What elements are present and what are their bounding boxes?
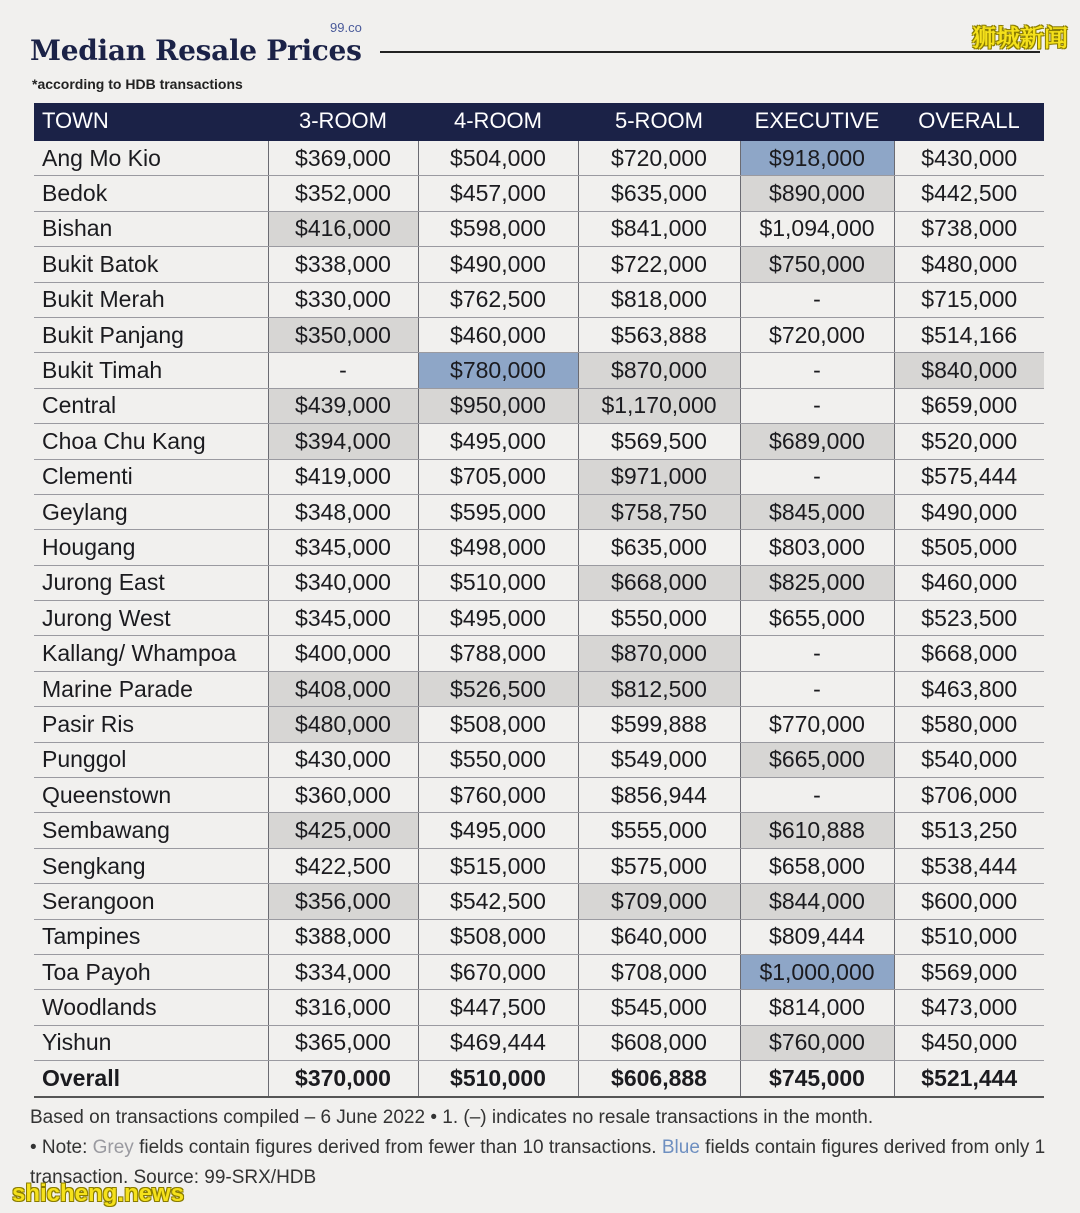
price-cell: $473,000 bbox=[894, 990, 1044, 1025]
price-cell: $330,000 bbox=[268, 282, 418, 317]
table-row bbox=[34, 353, 1044, 388]
price-cell: $738,000 bbox=[894, 211, 1044, 246]
price-cell: $575,000 bbox=[578, 848, 740, 883]
town-name-cell: Yishun bbox=[34, 1025, 268, 1060]
watermark-bottom-left: shicheng.news bbox=[12, 1180, 185, 1207]
column-header-4-room: 4-ROOM bbox=[418, 103, 578, 140]
price-cell: $569,000 bbox=[894, 954, 1044, 989]
town-name-cell: Bukit Merah bbox=[34, 282, 268, 317]
price-cell: $388,000 bbox=[268, 919, 418, 954]
price-cell: $340,000 bbox=[268, 565, 418, 600]
price-cell: $870,000 bbox=[578, 353, 740, 388]
price-cell: $463,800 bbox=[894, 671, 1044, 706]
overall-price-cell: $521,444 bbox=[894, 1061, 1044, 1097]
price-cell: $720,000 bbox=[740, 317, 894, 352]
table-header-row bbox=[34, 103, 1044, 140]
price-cell: $709,000 bbox=[578, 884, 740, 919]
town-name-cell: Queenstown bbox=[34, 778, 268, 813]
price-cell: $540,000 bbox=[894, 742, 1044, 777]
footer-grey-word: Grey bbox=[92, 1137, 134, 1158]
table-row bbox=[34, 530, 1044, 565]
price-cell: $549,000 bbox=[578, 742, 740, 777]
column-header-5-room: 5-ROOM bbox=[578, 103, 740, 140]
town-name-cell: Serangoon bbox=[34, 884, 268, 919]
price-cell: $635,000 bbox=[578, 530, 740, 565]
price-cell: $580,000 bbox=[894, 707, 1044, 742]
town-name-cell: Bishan bbox=[34, 211, 268, 246]
price-cell: $550,000 bbox=[418, 742, 578, 777]
table-row bbox=[34, 742, 1044, 777]
price-cell: $635,000 bbox=[578, 176, 740, 211]
price-cell: $520,000 bbox=[894, 424, 1044, 459]
price-cell: $818,000 bbox=[578, 282, 740, 317]
price-cell: $668,000 bbox=[894, 636, 1044, 671]
price-cell: $598,000 bbox=[418, 211, 578, 246]
price-cell: $840,000 bbox=[894, 353, 1044, 388]
price-cell: $480,000 bbox=[894, 247, 1044, 282]
town-name-cell: Woodlands bbox=[34, 990, 268, 1025]
price-cell: $394,000 bbox=[268, 424, 418, 459]
footer-notes bbox=[30, 1103, 1060, 1193]
column-header-town: TOWN bbox=[34, 103, 268, 140]
price-cell: $430,000 bbox=[268, 742, 418, 777]
price-cell: $416,000 bbox=[268, 211, 418, 246]
price-cell: $1,170,000 bbox=[578, 388, 740, 423]
price-cell: $505,000 bbox=[894, 530, 1044, 565]
price-cell: $469,444 bbox=[418, 1025, 578, 1060]
town-name-cell: Sengkang bbox=[34, 848, 268, 883]
price-cell: $365,000 bbox=[268, 1025, 418, 1060]
town-name-cell: Sembawang bbox=[34, 813, 268, 848]
column-header-overall: OVERALL bbox=[894, 103, 1044, 140]
price-cell: - bbox=[268, 353, 418, 388]
price-cell: $720,000 bbox=[578, 140, 740, 176]
footer-blue-word: Blue bbox=[661, 1137, 700, 1158]
price-cell: $545,000 bbox=[578, 990, 740, 1025]
price-cell: $450,000 bbox=[894, 1025, 1044, 1060]
price-cell: $668,000 bbox=[578, 565, 740, 600]
price-cell: $495,000 bbox=[418, 813, 578, 848]
table-row bbox=[34, 636, 1044, 671]
price-cell: $508,000 bbox=[418, 919, 578, 954]
price-cell: $316,000 bbox=[268, 990, 418, 1025]
price-cell: $665,000 bbox=[740, 742, 894, 777]
price-cell: $762,500 bbox=[418, 282, 578, 317]
price-cell: $803,000 bbox=[740, 530, 894, 565]
price-cell: $408,000 bbox=[268, 671, 418, 706]
price-cell: $856,944 bbox=[578, 778, 740, 813]
header bbox=[30, 18, 1050, 98]
price-cell: $705,000 bbox=[418, 459, 578, 494]
price-cell: $1,094,000 bbox=[740, 211, 894, 246]
overall-price-cell: $606,888 bbox=[578, 1061, 740, 1097]
town-name-cell: Ang Mo Kio bbox=[34, 140, 268, 176]
price-cell: $658,000 bbox=[740, 848, 894, 883]
town-name-cell: Pasir Ris bbox=[34, 707, 268, 742]
price-cell: $814,000 bbox=[740, 990, 894, 1025]
price-cell: $655,000 bbox=[740, 601, 894, 636]
price-cell: $514,166 bbox=[894, 317, 1044, 352]
table-row bbox=[34, 176, 1044, 211]
table-row bbox=[34, 1025, 1044, 1060]
price-cell: $400,000 bbox=[268, 636, 418, 671]
price-cell: $845,000 bbox=[740, 494, 894, 529]
town-name-cell: Bukit Batok bbox=[34, 247, 268, 282]
price-cell: $513,250 bbox=[894, 813, 1044, 848]
table-row bbox=[34, 954, 1044, 989]
price-cell: $689,000 bbox=[740, 424, 894, 459]
table-row bbox=[34, 317, 1044, 352]
town-name-cell: Central bbox=[34, 388, 268, 423]
table-row bbox=[34, 247, 1044, 282]
price-cell: $360,000 bbox=[268, 778, 418, 813]
price-cell: $722,000 bbox=[578, 247, 740, 282]
table-row bbox=[34, 388, 1044, 423]
town-name-cell: Jurong East bbox=[34, 565, 268, 600]
price-cell: - bbox=[740, 671, 894, 706]
price-cell: $971,000 bbox=[578, 459, 740, 494]
price-cell: $780,000 bbox=[418, 353, 578, 388]
table-row bbox=[34, 494, 1044, 529]
price-cell: $504,000 bbox=[418, 140, 578, 176]
price-cell: $841,000 bbox=[578, 211, 740, 246]
town-name-cell: Tampines bbox=[34, 919, 268, 954]
price-cell: $430,000 bbox=[894, 140, 1044, 176]
table-row bbox=[34, 459, 1044, 494]
price-cell: $825,000 bbox=[740, 565, 894, 600]
town-name-cell: Jurong West bbox=[34, 601, 268, 636]
price-cell: $480,000 bbox=[268, 707, 418, 742]
town-name-cell: Bedok bbox=[34, 176, 268, 211]
town-name-cell: Toa Payoh bbox=[34, 954, 268, 989]
price-cell: $1,000,000 bbox=[740, 954, 894, 989]
footer-note-c: fields contain figures derived from only 1 transaction. Source: 99-SRX/HDB bbox=[30, 1137, 1046, 1188]
overall-row bbox=[34, 1061, 1044, 1097]
table-row bbox=[34, 919, 1044, 954]
price-cell: $608,000 bbox=[578, 1025, 740, 1060]
table-row bbox=[34, 671, 1044, 706]
price-cell: - bbox=[740, 282, 894, 317]
column-header-executive: EXECUTIVE bbox=[740, 103, 894, 140]
overall-price-cell: $510,000 bbox=[418, 1061, 578, 1097]
price-cell: $510,000 bbox=[418, 565, 578, 600]
price-cell: $350,000 bbox=[268, 317, 418, 352]
price-cell: $595,000 bbox=[418, 494, 578, 529]
price-cell: $890,000 bbox=[740, 176, 894, 211]
town-name-cell: Hougang bbox=[34, 530, 268, 565]
price-cell: $812,500 bbox=[578, 671, 740, 706]
price-cell: $950,000 bbox=[418, 388, 578, 423]
price-cell: $356,000 bbox=[268, 884, 418, 919]
footer-note-b: fields contain figures derived from fewer than 10 transactions. bbox=[133, 1137, 662, 1158]
price-cell: $495,000 bbox=[418, 601, 578, 636]
price-cell: $563,888 bbox=[578, 317, 740, 352]
price-cell: $422,500 bbox=[268, 848, 418, 883]
town-name-cell: Bukit Panjang bbox=[34, 317, 268, 352]
column-header-3-room: 3-ROOM bbox=[268, 103, 418, 140]
town-name-cell: Bukit Timah bbox=[34, 353, 268, 388]
price-cell: $844,000 bbox=[740, 884, 894, 919]
price-cell: $758,750 bbox=[578, 494, 740, 529]
price-cell: - bbox=[740, 459, 894, 494]
table-row bbox=[34, 990, 1044, 1025]
footer-compiled-note: Based on transactions compiled – 6 June 2022 • 1. (–) indicates no resale transactions in the month. bbox=[30, 1107, 874, 1128]
price-cell: $809,444 bbox=[740, 919, 894, 954]
watermark-top-right: 狮城新闻 bbox=[972, 25, 1068, 52]
price-cell: $523,500 bbox=[894, 601, 1044, 636]
price-cell: $788,000 bbox=[418, 636, 578, 671]
price-cell: $345,000 bbox=[268, 530, 418, 565]
price-cell: $490,000 bbox=[418, 247, 578, 282]
price-cell: $918,000 bbox=[740, 140, 894, 176]
table-row bbox=[34, 778, 1044, 813]
price-cell: $348,000 bbox=[268, 494, 418, 529]
page-title: Median Resale Prices bbox=[30, 34, 362, 67]
price-cell: $640,000 bbox=[578, 919, 740, 954]
table-row bbox=[34, 601, 1044, 636]
price-cell: $498,000 bbox=[418, 530, 578, 565]
price-cell: $575,444 bbox=[894, 459, 1044, 494]
price-cell: - bbox=[740, 353, 894, 388]
price-cell: - bbox=[740, 388, 894, 423]
price-cell: $538,444 bbox=[894, 848, 1044, 883]
title-rule bbox=[380, 51, 1040, 53]
table-row bbox=[34, 282, 1044, 317]
town-name-cell: Choa Chu Kang bbox=[34, 424, 268, 459]
price-cell: $369,000 bbox=[268, 140, 418, 176]
price-cell: - bbox=[740, 778, 894, 813]
price-cell: $338,000 bbox=[268, 247, 418, 282]
price-cell: $334,000 bbox=[268, 954, 418, 989]
table-row bbox=[34, 211, 1044, 246]
price-cell: $569,500 bbox=[578, 424, 740, 459]
price-cell: $460,000 bbox=[418, 317, 578, 352]
table-body bbox=[34, 140, 1044, 1097]
town-name-cell: Clementi bbox=[34, 459, 268, 494]
price-cell: $495,000 bbox=[418, 424, 578, 459]
price-cell: $670,000 bbox=[418, 954, 578, 989]
price-cell: $515,000 bbox=[418, 848, 578, 883]
price-cell: $599,888 bbox=[578, 707, 740, 742]
price-cell: $610,888 bbox=[740, 813, 894, 848]
table-row bbox=[34, 565, 1044, 600]
price-cell: $460,000 bbox=[894, 565, 1044, 600]
table-row bbox=[34, 884, 1044, 919]
price-cell: $442,500 bbox=[894, 176, 1044, 211]
overall-price-cell: $745,000 bbox=[740, 1061, 894, 1097]
town-name-cell: Punggol bbox=[34, 742, 268, 777]
table-row bbox=[34, 848, 1044, 883]
price-cell: $600,000 bbox=[894, 884, 1044, 919]
table-row bbox=[34, 424, 1044, 459]
price-cell: - bbox=[740, 636, 894, 671]
price-cell: $345,000 bbox=[268, 601, 418, 636]
price-cell: $439,000 bbox=[268, 388, 418, 423]
overall-price-cell: $370,000 bbox=[268, 1061, 418, 1097]
price-cell: $659,000 bbox=[894, 388, 1044, 423]
price-cell: $457,000 bbox=[418, 176, 578, 211]
price-cell: $510,000 bbox=[894, 919, 1044, 954]
price-cell: $760,000 bbox=[740, 1025, 894, 1060]
price-cell: $708,000 bbox=[578, 954, 740, 989]
page-subtitle: *according to HDB transactions bbox=[32, 76, 243, 92]
table-row bbox=[34, 707, 1044, 742]
town-name-cell: Marine Parade bbox=[34, 671, 268, 706]
price-cell: $770,000 bbox=[740, 707, 894, 742]
footer-note-a: • Note: bbox=[30, 1137, 93, 1158]
price-cell: $419,000 bbox=[268, 459, 418, 494]
footer-legend-note bbox=[30, 1133, 1060, 1193]
town-name-cell: Kallang/ Whampoa bbox=[34, 636, 268, 671]
price-cell: $526,500 bbox=[418, 671, 578, 706]
brand-logo: 99.co bbox=[330, 20, 362, 35]
price-cell: $760,000 bbox=[418, 778, 578, 813]
town-name-cell: Geylang bbox=[34, 494, 268, 529]
price-cell: $447,500 bbox=[418, 990, 578, 1025]
price-cell: $870,000 bbox=[578, 636, 740, 671]
resale-price-table bbox=[34, 103, 1044, 1098]
price-cell: $425,000 bbox=[268, 813, 418, 848]
price-cell: $352,000 bbox=[268, 176, 418, 211]
price-cell: $490,000 bbox=[894, 494, 1044, 529]
table-row bbox=[34, 813, 1044, 848]
price-cell: $706,000 bbox=[894, 778, 1044, 813]
price-cell: $542,500 bbox=[418, 884, 578, 919]
table-row bbox=[34, 140, 1044, 176]
price-cell: $508,000 bbox=[418, 707, 578, 742]
price-cell: $550,000 bbox=[578, 601, 740, 636]
overall-label-cell: Overall bbox=[34, 1061, 268, 1097]
price-cell: $750,000 bbox=[740, 247, 894, 282]
price-cell: $555,000 bbox=[578, 813, 740, 848]
price-cell: $715,000 bbox=[894, 282, 1044, 317]
